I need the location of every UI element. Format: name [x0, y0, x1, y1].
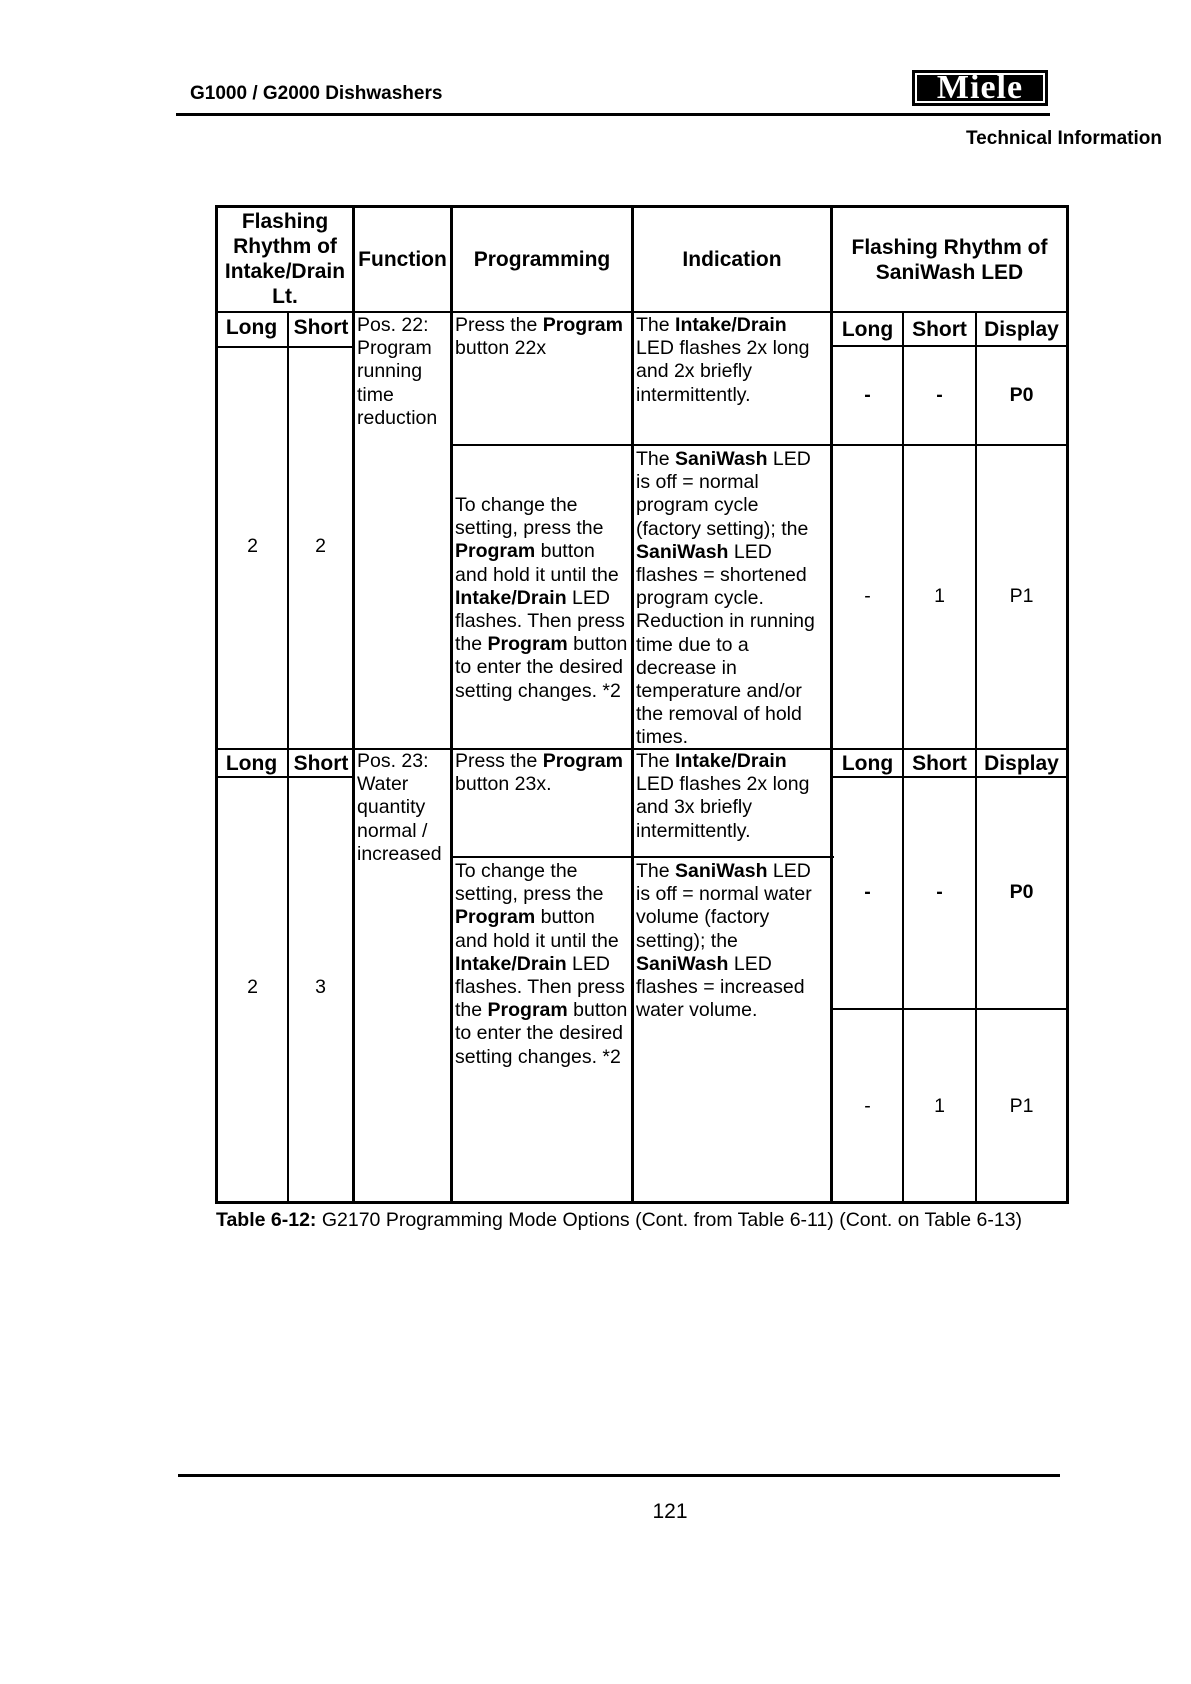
display-value: P0: [1009, 881, 1034, 903]
section-title: Technical Information: [965, 128, 1162, 149]
intake-long-value: 2: [247, 535, 258, 557]
header-saniwash-rhythm: Flashing Rhythm of SaniWash LED: [851, 236, 1048, 284]
footer-divider: [178, 1474, 1060, 1477]
intake-short-value: 3: [315, 976, 326, 998]
display-value: P1: [1009, 1095, 1034, 1117]
subheader-short: Short: [293, 316, 349, 339]
intake-long-value: 2: [247, 976, 258, 998]
table-caption: Table 6-12: G2170 Programming Mode Options (Cont. from Table 6-11) (Cont. on Table 6-13): [216, 1209, 1023, 1231]
subheader-display: Display: [984, 318, 1059, 341]
miele-logo: Miele: [912, 70, 1048, 106]
saniwash-short-value: 1: [934, 1095, 945, 1117]
subheader-saniwash-long: Long: [841, 752, 894, 775]
header-divider: [176, 113, 1050, 116]
subheader-saniwash-short: Short: [912, 752, 967, 775]
programming-text: Press the Program button 22x: [455, 314, 623, 360]
header-intake-rhythm: Flashing Rhythm of Intake/Drain Lt.: [224, 210, 346, 308]
indication-text: The Intake/Drain LED flashes 2x long and 3x briefly intermittently.: [636, 750, 810, 842]
saniwash-long-value: -: [864, 1095, 871, 1117]
header-function: Function: [358, 248, 447, 271]
programming-text: To change the setting, press the Program button and hold it until the Intake/Drain LED flashes. Then press the Program button to enter the desired setting changes. *2: [455, 860, 628, 1068]
saniwash-short-value: -: [936, 384, 943, 406]
display-value: P1: [1009, 585, 1034, 607]
page-number: 121: [652, 1500, 688, 1523]
saniwash-short-value: 1: [934, 585, 945, 607]
programming-text: To change the setting, press the Program button and hold it until the Intake/Drain LED flashes. Then press the Program button to enter the desired setting changes. *2: [455, 494, 628, 702]
subheader-display: Display: [984, 752, 1059, 775]
programming-text: Press the Program button 23x.: [455, 750, 623, 796]
subheader-short: Short: [293, 752, 349, 775]
function-text: Pos. 22: Program running time reduction: [357, 314, 438, 429]
header-programming: Programming: [473, 248, 611, 271]
saniwash-long-value: -: [864, 384, 871, 406]
indication-text: The Intake/Drain LED flashes 2x long and 2x briefly intermittently.: [636, 314, 810, 406]
display-value: P0: [1009, 384, 1034, 406]
function-text: Pos. 23: Water quantity normal / increased: [357, 750, 442, 865]
indication-text: The SaniWash LED is off = normal program cycle (factory setting); the SaniWash LED flashes = shortened program cycle. Reduction in running time due to a decrease in temperature and/or the removal of hold times.: [636, 448, 815, 749]
saniwash-short-value: -: [936, 881, 943, 903]
intake-short-value: 2: [315, 535, 326, 557]
subheader-long: Long: [225, 316, 278, 339]
subheader-saniwash-short: Short: [912, 318, 967, 341]
subheader-long: Long: [225, 752, 278, 775]
saniwash-long-value: -: [864, 585, 871, 607]
saniwash-long-value: -: [864, 881, 871, 903]
indication-text: The SaniWash LED is off = normal water volume (factory setting); the SaniWash LED flashes = increased water volume.: [636, 860, 812, 1022]
subheader-saniwash-long: Long: [841, 318, 894, 341]
document-title: G1000 / G2000 Dishwashers: [190, 83, 443, 104]
header-indication: Indication: [682, 248, 782, 271]
